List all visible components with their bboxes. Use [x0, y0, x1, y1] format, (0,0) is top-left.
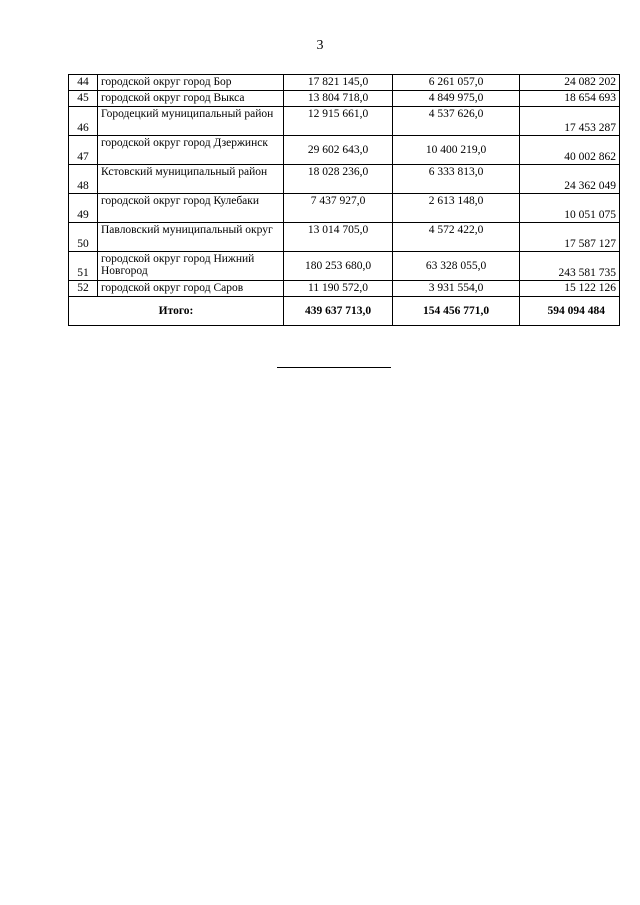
end-divider [277, 367, 391, 368]
table-row [69, 107, 620, 136]
amount-total: 18 654 693 [520, 91, 620, 107]
table-row [69, 75, 620, 91]
municipality-name: городской округ город Кулебаки [98, 194, 284, 223]
amount-a: 17 821 145,0 [284, 75, 393, 91]
municipality-name: городской округ город Саров [98, 281, 284, 297]
amount-total: 24 362 049 [520, 165, 620, 194]
amount-a: 13 804 718,0 [284, 91, 393, 107]
amount-total: 243 581 735 [520, 252, 620, 281]
amount-total: 24 082 202 [520, 75, 620, 91]
table-row [69, 194, 620, 223]
table-row [69, 281, 620, 297]
row-number: 46 [69, 107, 98, 136]
municipality-name: городской округ город Дзержинск [98, 136, 284, 165]
municipality-name: Кстовский муниципальный район [98, 165, 284, 194]
amount-total: 17 453 287 [520, 107, 620, 136]
page-number: 3 [316, 38, 324, 53]
table-row [69, 136, 620, 165]
row-number: 47 [69, 136, 98, 165]
amount-b: 63 328 055,0 [393, 252, 520, 281]
amount-b: 10 400 219,0 [393, 136, 520, 165]
amount-total: 17 587 127 [520, 223, 620, 252]
summary-amount-b: 154 456 771,0 [393, 297, 520, 326]
summary-amount-total: 594 094 484 [520, 297, 620, 326]
municipality-name: Павловский муниципальный округ [98, 223, 284, 252]
amount-a: 180 253 680,0 [284, 252, 393, 281]
row-number: 48 [69, 165, 98, 194]
table-row [69, 252, 620, 281]
row-number: 52 [69, 281, 98, 297]
amount-a: 7 437 927,0 [284, 194, 393, 223]
amount-total: 10 051 075 [520, 194, 620, 223]
row-number: 45 [69, 91, 98, 107]
table-row [69, 223, 620, 252]
amount-b: 6 333 813,0 [393, 165, 520, 194]
amount-a: 12 915 661,0 [284, 107, 393, 136]
table-row [69, 165, 620, 194]
amount-total: 40 002 862 [520, 136, 620, 165]
amount-a: 18 028 236,0 [284, 165, 393, 194]
summary-label: Итого: [69, 297, 284, 326]
amount-a: 11 190 572,0 [284, 281, 393, 297]
amount-total: 15 122 126 [520, 281, 620, 297]
amount-b: 4 849 975,0 [393, 91, 520, 107]
row-number: 44 [69, 75, 98, 91]
summary-amount-a: 439 637 713,0 [284, 297, 393, 326]
budget-table [68, 74, 620, 326]
amount-b: 4 572 422,0 [393, 223, 520, 252]
amount-b: 2 613 148,0 [393, 194, 520, 223]
municipality-name: городской округ город Нижний Новгород [98, 252, 284, 281]
municipality-name: Городецкий муниципальный район [98, 107, 284, 136]
amount-a: 13 014 705,0 [284, 223, 393, 252]
municipality-name: городской округ город Выкса [98, 91, 284, 107]
amount-b: 4 537 626,0 [393, 107, 520, 136]
amount-a: 29 602 643,0 [284, 136, 393, 165]
amount-b: 6 261 057,0 [393, 75, 520, 91]
table-row [69, 91, 620, 107]
row-number: 49 [69, 194, 98, 223]
row-number: 51 [69, 252, 98, 281]
amount-b: 3 931 554,0 [393, 281, 520, 297]
summary-row [69, 297, 620, 326]
municipality-name: городской округ город Бор [98, 75, 284, 91]
row-number: 50 [69, 223, 98, 252]
